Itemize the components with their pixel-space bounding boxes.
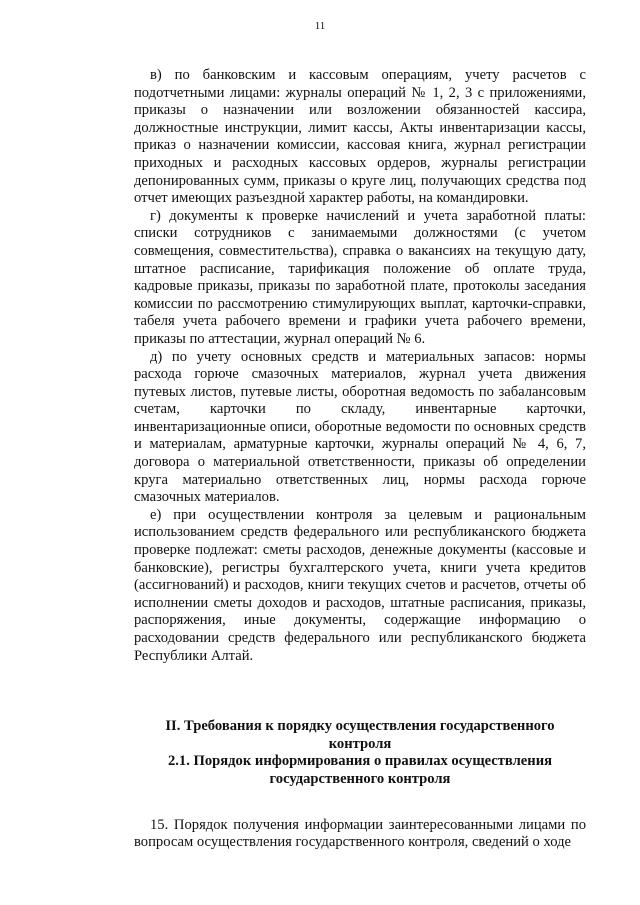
spacer [134,665,586,718]
spacer [134,789,586,817]
paragraph-item-d: д) по учету основных средств и материальных запасов: нормы расхода горюче смазочных материалов, журнал учета движения путевых листов, путевые листы, оборотная ведомость по забалансовым счетам, карточки по складу, инвентарные карточки, инвентаризационные описи, оборотные ведомости по основных средств и материалам, арматурные карточки, журналы операций № 4, 6, 7, договора о материальной ответственности, приказы об определении круга материально ответственных лиц, нормы расхода горюче смазочных материалов. [134,348,586,506]
paragraph-item-v: в) по банковским и кассовым операциям, учету расчетов с подотчетными лицами: журналы операций № 1, 2, 3 с приложениями, приказы о назначении или возложении обязанностей кассира, должностные инструкции, лимит кассы, Акты инвентаризации кассы, приказ о назначении комиссии, кассовая книга, журнал регистрации приходных и расходных кассовых ордеров, журналы регистрации депонированных сумм, приказы о круге лиц, получающих средства под отчет имеющих разъездной характер работы, на командировки. [134,67,586,207]
paragraph-item-g: г) документы к проверке начислений и учета заработной платы: списки сотрудников с занимаемыми должностями (с учетом совмещения, совместительства), справка о вакансиях на текущую дату, штатное расписание, тарификация положение об оплате труда, кадровые приказы, приказы по заработной плате, протоколы заседания комиссии по рассмотрению стимулирующих выплат, карточки-справки, табеля учета рабочего времени и графики учета рабочего времени, приказы по аттестации, журнал операций № 6. [134,207,586,347]
paragraph-15: 15. Порядок получения информации заинтересованными лицами по вопросам осуществления государственного контроля, сведений о ходе [134,816,586,851]
document-body [134,67,586,852]
page-number: 11 [314,20,326,32]
section-heading: II. Требования к порядку осуществления государственного контроля [165,718,555,752]
subsection-heading: 2.1. Порядок информирования о правилах осуществления государственного контроля [167,753,553,787]
paragraph-item-e: е) при осуществлении контроля за целевым и рациональным использованием средств федерального или республиканского бюджета проверке подлежат: сметы расходов, денежные документы (кассовые и банковские), регистры бухгалтерского учета, книги учета кредитов (ассигнований) и расходов, книги текущих счетов и расчетов, отчеты об исполнении сметы доходов и расходов, штатные расписания, приказы, распоряжения, иные документы, содержащие информацию о расходовании средств федерального или республиканского бюджета Республики Алтай. [134,506,586,664]
